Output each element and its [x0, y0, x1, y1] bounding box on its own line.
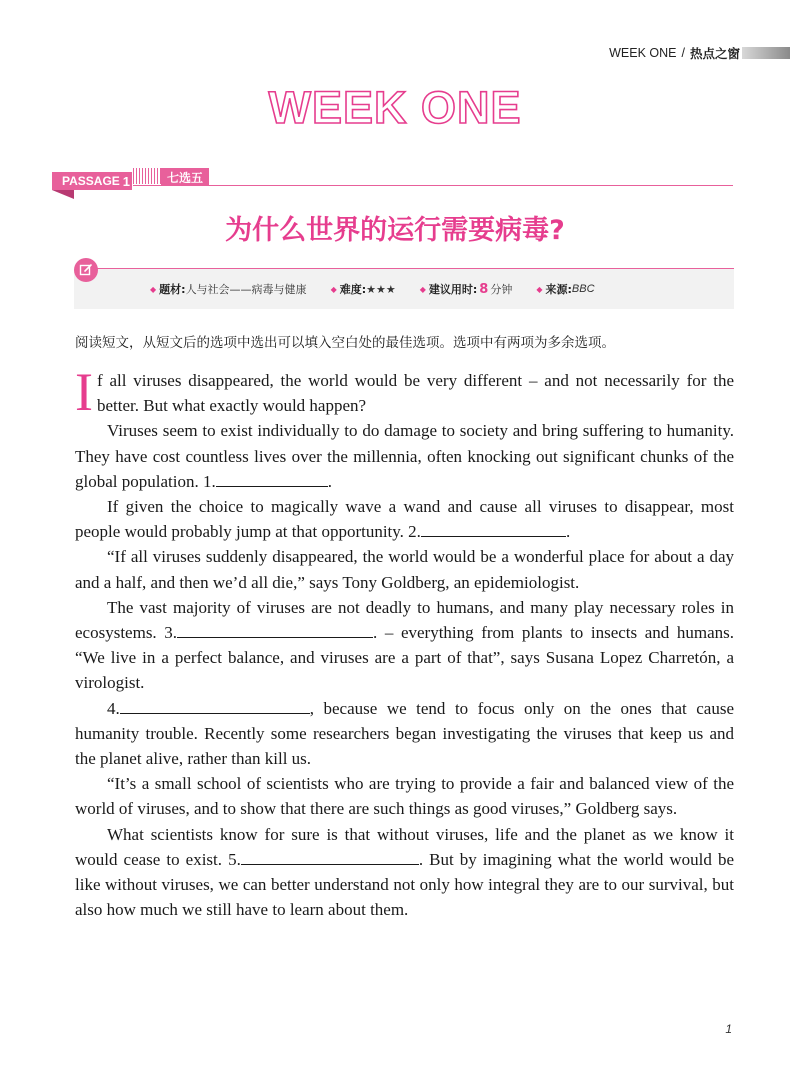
- info-source-value: BBC: [571, 283, 595, 295]
- paragraph-1: [75, 362, 734, 422]
- paragraph-8-text-b: . But by imagining what the world would be like without viruses, we can better understand not only how integral they are to our survival, but also how much we still have to learn about them.: [75, 849, 734, 920]
- info-difficulty-key: 难度:: [339, 283, 367, 296]
- answer-blank-2[interactable]: [421, 521, 566, 537]
- paragraph-7: [75, 771, 734, 821]
- diamond-icon: ◆: [536, 284, 543, 294]
- paragraph-3-text: If given the choice to magically wave a wand and cause all viruses to disappear, most people would probably jump at that opportunity. 2.: [75, 497, 734, 542]
- passage-title: 为什么世界的运行需要病毒?: [225, 215, 565, 246]
- info-topic-value: 人与社会——病毒与健康: [185, 283, 307, 296]
- answer-blank-3[interactable]: [177, 622, 373, 638]
- tag-stripes-decoration: [133, 168, 161, 184]
- answer-blank-5[interactable]: [241, 849, 419, 865]
- running-header-separator: /: [681, 46, 685, 60]
- running-header: [609, 45, 740, 61]
- paragraph-6-number: 4.: [107, 698, 120, 718]
- running-header-section: 热点之窗: [689, 47, 740, 61]
- paragraph-4: [75, 544, 734, 594]
- paragraph-5: [75, 595, 734, 696]
- answer-blank-1[interactable]: [216, 471, 328, 487]
- info-topic-key: 题材:: [159, 283, 186, 296]
- paragraph-2: [75, 418, 734, 494]
- question-type-tag: 七选五: [161, 168, 209, 186]
- info-difficulty-stars: ★★★: [366, 282, 396, 296]
- diamond-icon: ◆: [419, 284, 426, 294]
- paragraph-2-text: Viruses seem to exist individually to do damage to society and bring suffering to humanity. They have cost countless lives over the millennia, often knocking out significant chunks of the global population. 1.: [75, 421, 734, 491]
- info-time-unit: 分钟: [490, 283, 513, 296]
- passage-body: [75, 362, 734, 922]
- passage-tag-number: 1: [122, 173, 131, 189]
- pencil-note-icon: [74, 258, 98, 282]
- drop-cap: I: [75, 362, 93, 422]
- info-time: [420, 281, 513, 297]
- info-difficulty: [331, 281, 396, 297]
- info-box: [74, 269, 734, 309]
- paragraph-5-text-a: The vast majority of viruses are not deadly to humans, and many play necessary roles in ecosystems. 3.: [75, 597, 734, 643]
- paragraph-4-text: “If all viruses suddenly disappeared, the world would be a wonderful place for about a day and a half, and then we’d all die,” says Tony Goldberg, an epidemiologist.: [75, 547, 734, 592]
- instructions: 阅读短文，从短文后的选项中选出可以填入空白处的最佳选项。选项中有两项为多余选项。: [75, 335, 615, 351]
- paragraph-8: [75, 822, 734, 923]
- passage-tag-tail: [52, 190, 74, 199]
- tag-divider: [133, 185, 733, 186]
- paragraph-3-end: .: [565, 522, 571, 542]
- info-source: [536, 281, 594, 297]
- info-topic: [150, 281, 307, 297]
- paragraph-6-text: , because we tend to focus only on the ones that cause humanity trouble. Recently some researchers began investigating the viruses that keep us and the planet alive, rather than kill us.: [75, 698, 734, 769]
- answer-blank-4[interactable]: [120, 698, 310, 714]
- diamond-icon: ◆: [150, 284, 157, 294]
- info-time-key: 建议用时:: [428, 283, 478, 296]
- paragraph-1-text: f all viruses disappeared, the world would be very different – and not necessarily for the better. But what exactly would happen?: [96, 371, 734, 416]
- paragraph-3: [75, 494, 734, 544]
- info-time-number: 8: [479, 281, 489, 297]
- header-gradient-bar: [742, 47, 790, 59]
- paragraph-5-text-b: . – everything from plants to insects and humans. “We live in a perfect balance, and viruses are a part of that”, says Susana Lopez Charretón, a virologist.: [75, 623, 734, 693]
- info-source-key: 来源:: [545, 283, 572, 296]
- paragraph-7-text: “It’s a small school of scientists who are trying to provide a fair and balanced view of the world of viruses, and to show that there are such things as good viruses,” Goldberg says.: [75, 774, 734, 819]
- paragraph-6: [75, 696, 734, 772]
- page-number: 1: [725, 1022, 732, 1036]
- diamond-icon: ◆: [330, 284, 337, 294]
- paragraph-8-text-a: What scientists know for sure is that without viruses, life and the planet as we know it would cease to exist. 5.: [75, 824, 734, 869]
- passage-tag: [52, 172, 132, 190]
- week-title: WEEK ONE: [268, 82, 522, 133]
- running-header-week: WEEK ONE: [609, 46, 677, 60]
- passage-tag-label: PASSAGE: [62, 174, 120, 188]
- paragraph-2-end: .: [327, 471, 332, 491]
